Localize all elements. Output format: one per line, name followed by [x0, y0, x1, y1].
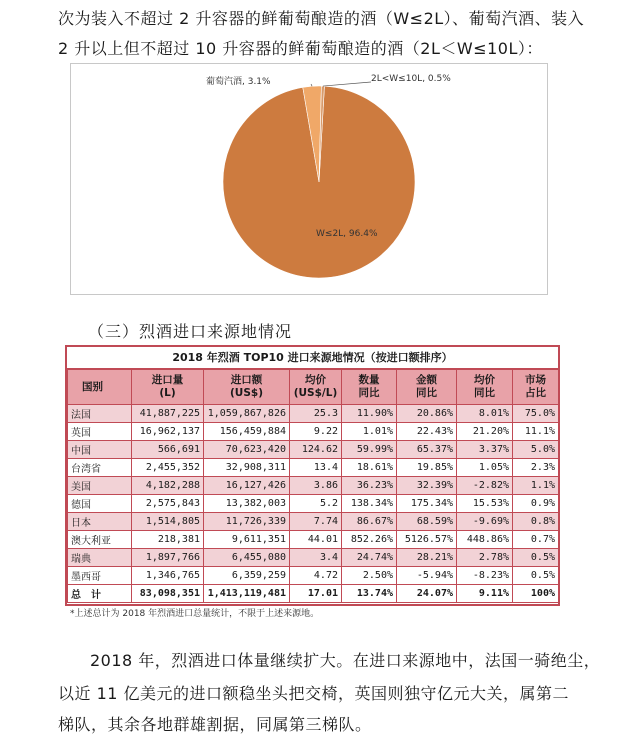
value-cell: 36.23%	[342, 477, 397, 495]
value-cell: 1,514,805	[132, 513, 204, 531]
value-cell: 448.86%	[457, 531, 513, 549]
value-cell: 9.22	[290, 423, 342, 441]
value-cell: 5126.57%	[397, 531, 457, 549]
country-cell: 美国	[68, 477, 132, 495]
table-body	[68, 405, 559, 603]
value-cell: 6,455,080	[204, 549, 290, 567]
country-cell: 台湾省	[68, 459, 132, 477]
value-cell: 218,381	[132, 531, 204, 549]
country-cell: 法国	[68, 405, 132, 423]
value-cell: 9,611,351	[204, 531, 290, 549]
table-note: *上述总计为 2018 年烈酒进口总量统计，不限于上述来源地。	[70, 609, 320, 619]
total-value-cell: 100%	[513, 585, 559, 603]
table-row	[68, 531, 559, 549]
spirits-import-table	[65, 345, 560, 606]
value-cell: 0.7%	[513, 531, 559, 549]
value-cell: 1,897,766	[132, 549, 204, 567]
value-cell: 28.21%	[397, 549, 457, 567]
value-cell: 5.2	[290, 495, 342, 513]
value-cell: 124.62	[290, 441, 342, 459]
value-cell: 32.39%	[397, 477, 457, 495]
table-row	[68, 459, 559, 477]
value-cell: 1.01%	[342, 423, 397, 441]
value-cell: 2.3%	[513, 459, 559, 477]
value-cell: 3.37%	[457, 441, 513, 459]
value-cell: 24.74%	[342, 549, 397, 567]
table-header-cell: 均价 同比	[457, 370, 513, 405]
value-cell: 25.3	[290, 405, 342, 423]
table-header-row	[68, 370, 559, 405]
country-cell: 墨西哥	[68, 567, 132, 585]
table-row	[68, 495, 559, 513]
value-cell: 566,691	[132, 441, 204, 459]
table-row	[68, 477, 559, 495]
value-cell: 852.26%	[342, 531, 397, 549]
value-cell: 16,962,137	[132, 423, 204, 441]
value-cell: -5.94%	[397, 567, 457, 585]
value-cell: 68.59%	[397, 513, 457, 531]
total-value-cell: 9.11%	[457, 585, 513, 603]
body-line-3: 梯队，其余各地群雄割据，同属第三梯队。	[58, 715, 372, 734]
country-cell: 英国	[68, 423, 132, 441]
table-header-cell: 均价 (US$/L)	[290, 370, 342, 405]
table-header-cell: 市场 占比	[513, 370, 559, 405]
table-row	[68, 513, 559, 531]
value-cell: 0.5%	[513, 567, 559, 585]
total-value-cell: 24.07%	[397, 585, 457, 603]
value-cell: 175.34%	[397, 495, 457, 513]
value-cell: 1,059,867,826	[204, 405, 290, 423]
country-cell: 澳大利亚	[68, 531, 132, 549]
intro-line-2: 2 升以上但不超过 10 升容器的鲜葡萄酿造的酒（2L＜W≤10L）：	[58, 39, 543, 58]
value-cell: 20.86%	[397, 405, 457, 423]
table-header-cell: 进口额 (US$)	[204, 370, 290, 405]
section-title: （三）烈酒进口来源地情况	[88, 322, 293, 341]
country-cell: 中国	[68, 441, 132, 459]
table-total-row	[68, 585, 559, 603]
value-cell: 15.53%	[457, 495, 513, 513]
value-cell: 11,726,339	[204, 513, 290, 531]
body-line-1: 2018 年，烈酒进口体量继续扩大。在进口来源地中，法国一骑绝尘，	[90, 651, 601, 670]
value-cell: 16,127,426	[204, 477, 290, 495]
country-cell: 德国	[68, 495, 132, 513]
total-value-cell: 17.01	[290, 585, 342, 603]
table-header-cell: 金额 同比	[397, 370, 457, 405]
value-cell: 75.0%	[513, 405, 559, 423]
value-cell: 13,382,003	[204, 495, 290, 513]
value-cell: 22.43%	[397, 423, 457, 441]
value-cell: 1.1%	[513, 477, 559, 495]
total-value-cell: 13.74%	[342, 585, 397, 603]
country-cell: 瑞典	[68, 549, 132, 567]
value-cell: 8.01%	[457, 405, 513, 423]
value-cell: 6,359,259	[204, 567, 290, 585]
value-cell: 59.99%	[342, 441, 397, 459]
value-cell: 2.50%	[342, 567, 397, 585]
table-row	[68, 423, 559, 441]
value-cell: 44.01	[290, 531, 342, 549]
table-row	[68, 405, 559, 423]
value-cell: 11.90%	[342, 405, 397, 423]
total-label-cell: 总 计	[68, 585, 132, 603]
value-cell: 11.1%	[513, 423, 559, 441]
value-cell: -8.23%	[457, 567, 513, 585]
pie-label-main: W≤2L, 96.4%	[316, 229, 378, 239]
pie-leader-sparkling	[311, 84, 312, 86]
total-value-cell: 83,098,351	[132, 585, 204, 603]
value-cell: 156,459,884	[204, 423, 290, 441]
pie-label-sparkling: 葡萄汽酒, 3.1%	[206, 77, 271, 87]
table-header-cell: 国别	[68, 370, 132, 405]
value-cell: 13.4	[290, 459, 342, 477]
value-cell: -2.82%	[457, 477, 513, 495]
value-cell: 19.85%	[397, 459, 457, 477]
value-cell: 0.9%	[513, 495, 559, 513]
value-cell: 1.05%	[457, 459, 513, 477]
table-header-cell: 数量 同比	[342, 370, 397, 405]
pie-label-mid: 2L<W≤10L, 0.5%	[371, 74, 451, 84]
table-row	[68, 549, 559, 567]
value-cell: 18.61%	[342, 459, 397, 477]
value-cell: 0.5%	[513, 549, 559, 567]
value-cell: 21.20%	[457, 423, 513, 441]
value-cell: 0.8%	[513, 513, 559, 531]
value-cell: -9.69%	[457, 513, 513, 531]
value-cell: 3.86	[290, 477, 342, 495]
value-cell: 4,182,288	[132, 477, 204, 495]
pie-chart	[70, 63, 548, 295]
value-cell: 7.74	[290, 513, 342, 531]
value-cell: 1,346,765	[132, 567, 204, 585]
value-cell: 2,575,843	[132, 495, 204, 513]
value-cell: 3.4	[290, 549, 342, 567]
value-cell: 65.37%	[397, 441, 457, 459]
value-cell: 2.78%	[457, 549, 513, 567]
table-row	[68, 441, 559, 459]
country-cell: 日本	[68, 513, 132, 531]
value-cell: 5.0%	[513, 441, 559, 459]
intro-line-1: 次为装入不超过 2 升容器的鲜葡萄酿造的酒（W≤2L）、葡萄汽酒、装入	[58, 9, 585, 28]
value-cell: 138.34%	[342, 495, 397, 513]
table-row	[68, 567, 559, 585]
value-cell: 70,623,420	[204, 441, 290, 459]
pie-chart-svg	[71, 64, 547, 294]
value-cell: 86.67%	[342, 513, 397, 531]
value-cell: 2,455,352	[132, 459, 204, 477]
value-cell: 41,887,225	[132, 405, 204, 423]
table-title: 2018 年烈酒 TOP10 进口来源地情况（按进口额排序）	[67, 347, 558, 369]
pie-leader-mid	[323, 82, 371, 86]
value-cell: 4.72	[290, 567, 342, 585]
value-cell: 32,908,311	[204, 459, 290, 477]
table-header-cell: 进口量 (L)	[132, 370, 204, 405]
body-line-2: 以近 11 亿美元的进口额稳坐头把交椅，英国则独守亿元大关，属第二	[58, 684, 570, 703]
total-value-cell: 1,413,119,481	[204, 585, 290, 603]
